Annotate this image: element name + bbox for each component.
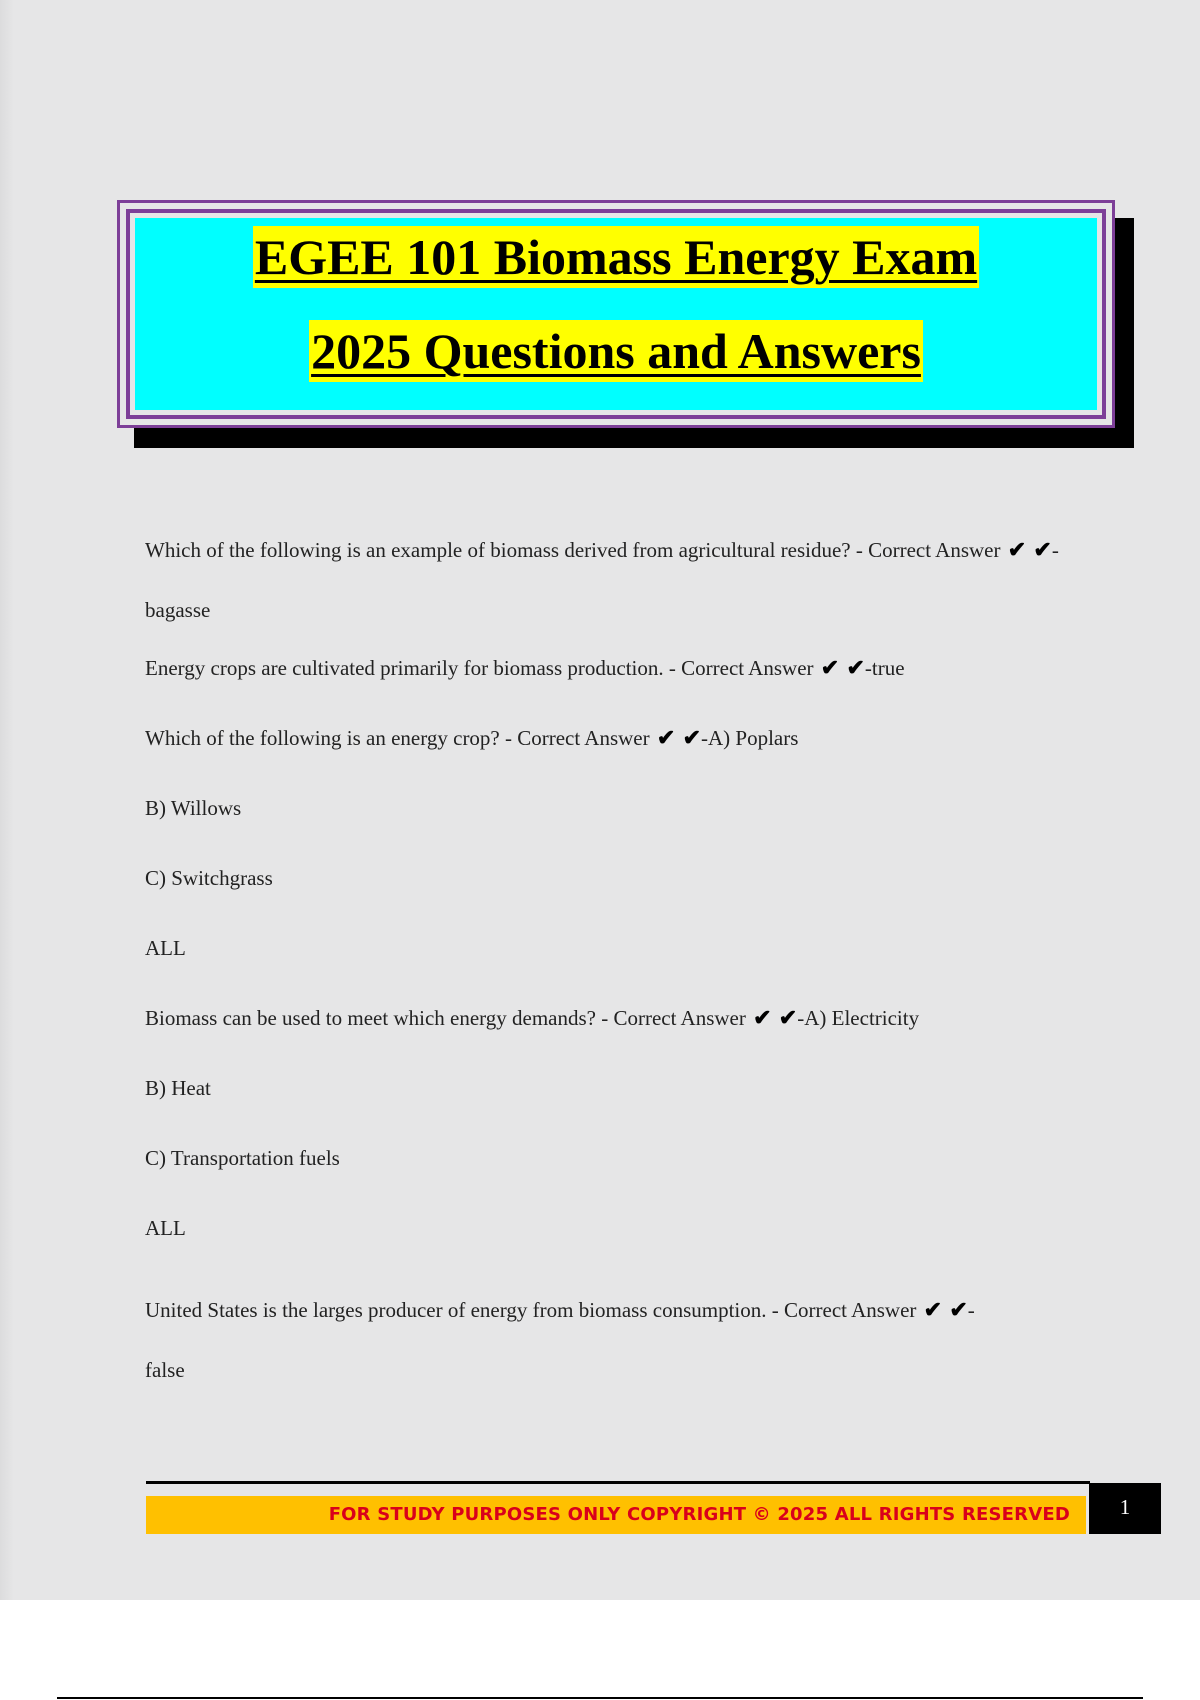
- question-3-text: Which of the following is an energy crop? - Correct Answer: [145, 726, 650, 750]
- question-2-text: Energy crops are cultivated primarily for biomass production. - Correct Answer: [145, 656, 814, 680]
- answer-3: -A) Poplars: [701, 726, 799, 750]
- check-icon: ✔: [1033, 537, 1052, 562]
- option-line: B) Heat: [145, 1076, 211, 1100]
- next-page-rule: [57, 1697, 1143, 1699]
- option-line: C) Transportation fuels: [145, 1146, 340, 1170]
- check-icon: ✔: [846, 655, 865, 680]
- question-4-text: Biomass can be used to meet which energy demands? - Correct Answer: [145, 1006, 746, 1030]
- option-line: ALL: [145, 1216, 186, 1240]
- check-icon: ✔: [949, 1297, 968, 1322]
- question-5: [145, 1280, 1095, 1400]
- title-line-2: 2025 Questions and Answers: [309, 320, 923, 382]
- answer-5-continued: false: [145, 1358, 185, 1382]
- option-line: B) Willows: [145, 796, 242, 820]
- qa-content: [145, 520, 1095, 1410]
- footer-rule: [146, 1481, 1090, 1484]
- question-1: [145, 520, 1095, 640]
- check-icon: ✔: [682, 725, 702, 750]
- check-icon: ✔: [753, 1005, 772, 1030]
- footer-notice-bar: [146, 1496, 1086, 1534]
- option-line: C) Switchgrass: [145, 866, 273, 890]
- question-3: [145, 720, 1095, 756]
- check-icon: ✔: [1007, 537, 1027, 562]
- title-box: [117, 200, 1115, 428]
- answer-4: -A) Electricity: [797, 1006, 920, 1030]
- title-line-1: EGEE 101 Biomass Energy Exam: [253, 226, 979, 288]
- page-edge-shade: [0, 0, 14, 1600]
- page-number: 1: [1089, 1483, 1161, 1534]
- question-4: [145, 1000, 1095, 1036]
- title-box-fill: [135, 218, 1097, 410]
- answer-5: -: [967, 1298, 975, 1322]
- check-icon: ✔: [923, 1297, 943, 1322]
- option-line: ALL: [145, 936, 186, 960]
- title-box-inner-border: [126, 209, 1106, 419]
- question-5-text: United States is the larges producer of energy from biomass consumption. - Correct Answer: [145, 1298, 917, 1322]
- check-icon: ✔: [778, 1005, 798, 1030]
- question-1-text: Which of the following is an example of biomass derived from agricultural residue? - Correct Answer: [145, 538, 1001, 562]
- check-icon: ✔: [820, 655, 840, 680]
- copyright-notice: FOR STUDY PURPOSES ONLY COPYRIGHT © 2025 ALL RIGHTS RESERVED: [328, 1504, 1070, 1525]
- answer-2: -true: [864, 656, 905, 680]
- check-icon: ✔: [656, 725, 676, 750]
- question-2: [145, 650, 1095, 686]
- answer-1: -bagasse: [145, 538, 1059, 622]
